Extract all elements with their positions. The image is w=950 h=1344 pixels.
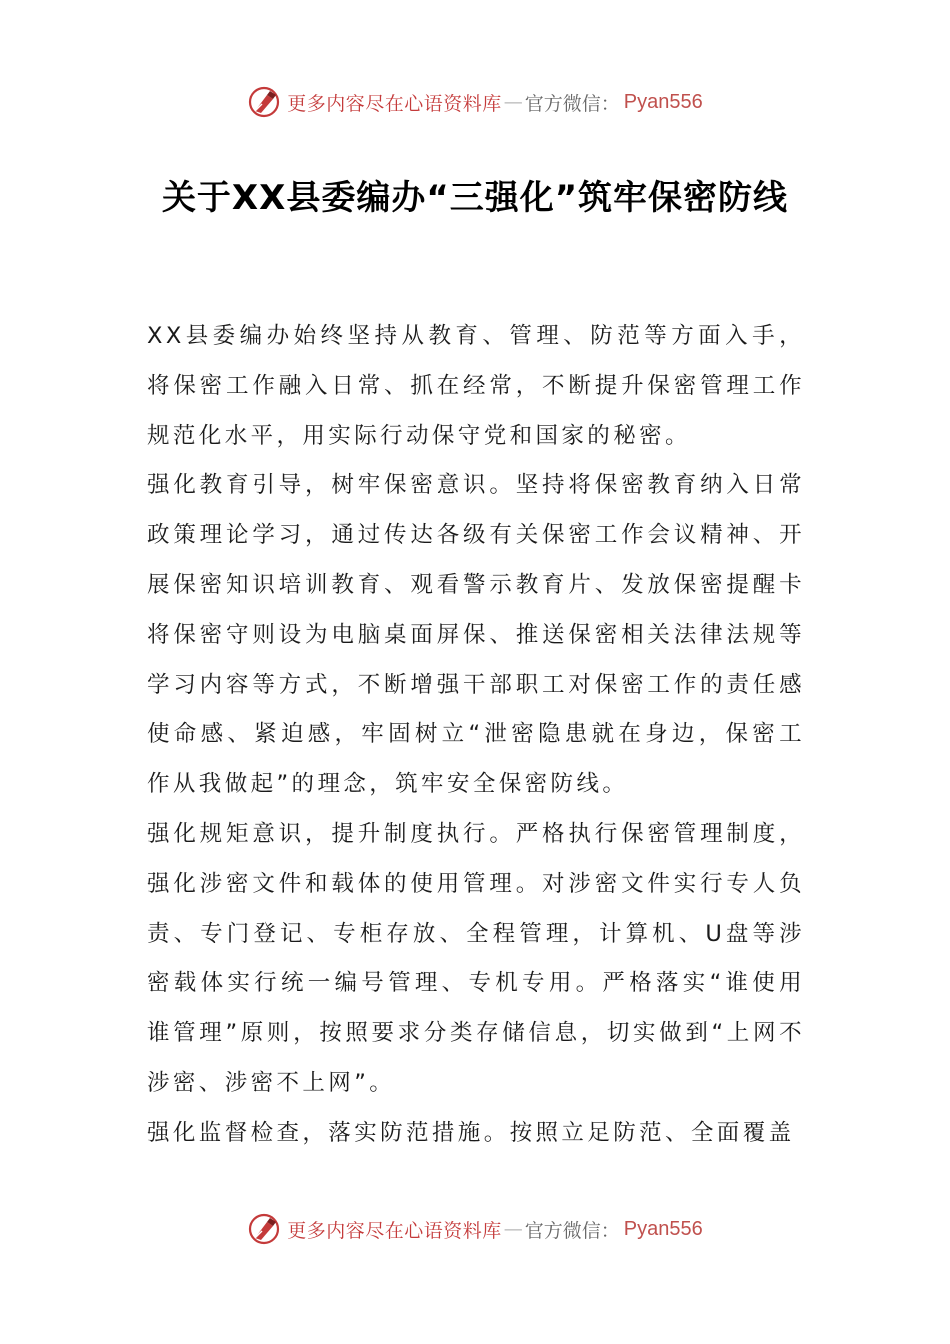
watermark-slogan: 更多内容尽在心语资料库 — [287, 1219, 502, 1242]
document-body — [147, 312, 805, 1159]
paragraph-intro: XX县委编办始终坚持从教育、管理、防范等方面入手，将保密工作融入日常、抓在经常，不断提升保密管理工作规范化水平，用实际行动保守党和国家的秘密。 — [147, 323, 805, 449]
paragraph-rules: 强化规矩意识，提升制度执行。严格执行保密管理制度，强化涉密文件和载体的使用管理。对涉密文件实行专人负责、专门登记、专柜存放、全程管理，计算机、U盘等涉密载体实行统一编号管理、专机专用。严格落实“谁使用谁管理”原则，按照要求分类存储信息，切实做到“上网不涉密、涉密不上网”。 — [147, 820, 805, 1096]
document-title: 关于XX县委编办“三强化”筑牢保密防线 — [161, 178, 789, 218]
footer-watermark — [0, 1209, 950, 1249]
watermark-separator: — — [503, 91, 523, 113]
watermark-separator: — — [503, 1218, 523, 1240]
pen-nib-circle-icon — [247, 85, 281, 119]
watermark-contact-label: 官方微信： — [524, 92, 620, 115]
watermark-account: Pyan556 — [623, 90, 703, 113]
paragraph-supervision: 强化监督检查，落实防范措施。按照立足防范、全面覆盖 — [147, 1119, 795, 1146]
watermark-contact-label: 官方微信： — [524, 1219, 620, 1242]
watermark-account: Pyan556 — [623, 1217, 703, 1240]
pen-nib-circle-icon — [247, 1212, 281, 1246]
paragraph-education: 强化教育引导，树牢保密意识。坚持将保密教育纳入日常政策理论学习，通过传达各级有关保密工作会议精神、开展保密知识培训教育、观看警示教育片、发放保密提醒卡将保密守则设为电脑桌面屏保、推送保密相关法律法规等学习内容等方式，不断增强干部职工对保密工作的责任感使命感、紧迫感，牢固树立“泄密隐患就在身边，保密工作从我做起”的理念，筑牢安全保密防线。 — [147, 472, 805, 798]
header-watermark — [0, 82, 950, 122]
watermark-slogan: 更多内容尽在心语资料库 — [287, 92, 502, 115]
